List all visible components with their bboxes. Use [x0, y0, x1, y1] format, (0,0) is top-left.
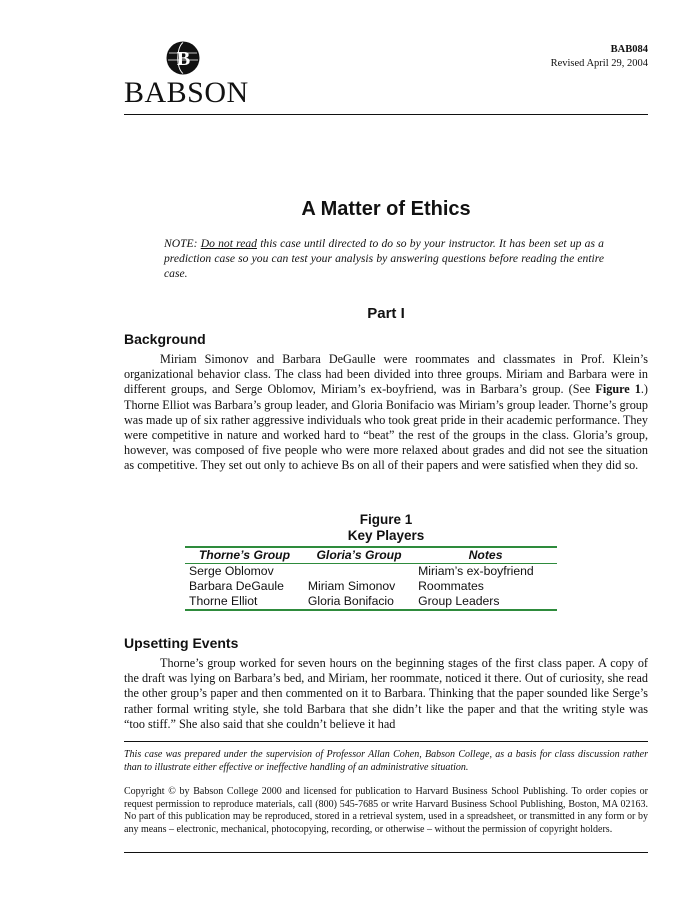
table-cell: Thorne Elliot	[185, 594, 304, 610]
column-header: Notes	[414, 547, 557, 564]
table-cell: Miriam’s ex-boyfriend	[418, 564, 534, 578]
preparation-note: This case was prepared under the supervision of Professor Allan Cohen, Babson College, as a basis for class discussion rather than to illustrate either effective or ineffective handling of an administrative situation.	[124, 749, 648, 773]
reading-note	[164, 236, 604, 281]
document-id: BAB084	[610, 44, 648, 55]
table-cell	[304, 564, 414, 580]
figure-reference: Figure 1	[595, 382, 641, 397]
table-cell: Miriam Simonov	[307, 579, 396, 593]
upsetting-events-heading: Upsetting Events	[124, 635, 239, 651]
key-players-table	[185, 546, 557, 611]
table-cell: Gloria Bonifacio	[304, 594, 414, 610]
table-cell: Serge Oblomov	[189, 564, 274, 578]
footer-divider	[124, 741, 648, 742]
figure-title	[124, 512, 648, 544]
table-cell: Barbara DeGaule	[189, 579, 284, 593]
bottom-divider	[124, 852, 648, 853]
note-text: this case until directed to do so by your instructor. It has been set up as a prediction case so you can test your analysis by answering questions before reading the entire case.	[164, 237, 604, 280]
part-heading: Part I	[367, 305, 405, 322]
background-paragraph: Miriam Simonov and Barbara DeGaulle were roommates and classmates in Prof. Klein’s organizational behavior class. The class had been divided into three groups. Miriam and Barbara were in different groups, and Serge Oblomov, Miriam’s ex-boyfriend, was in Barbara’s group. (See Figure 1.) Thorne Elliot was Barbara’s group leader, and Gloria Bonifacio was Miriam’s group leader. Thorne’s group was made up of six rather aggressive individuals who took great pride in their academic performance. They were competitive in nature and worked hard to “beat” the rest of the groups in the class. Gloria’s group, however, was composed of five people who were more relaxed about grades and did not see the situation as competitive. They set out only to achieve Bs on all of their papers and were satisfied when they did so.	[124, 352, 648, 473]
babson-logo-text: BABSON	[124, 76, 249, 109]
upsetting-events-paragraph: Thorne’s group worked for seven hours on the beginning stages of the first class paper. A copy of the draft was lying on Barbara’s bed, and Miriam, her roommate, noticed it there. Out of curiosity, she read the other group’s paper and then commented on it to Barbara. Thinking that the paper sounded like Serge’s rather formal writing style, she told Barbara that she didn’t like the paper and that the writing style was “too stiff.” She also said that she couldn’t believe it had	[124, 656, 648, 731]
babson-logo-icon	[165, 40, 201, 76]
note-underlined: Do not read	[200, 237, 257, 250]
revision-date: Revised April 29, 2004	[550, 58, 648, 69]
figure-label: Figure 1	[359, 512, 413, 527]
header-divider	[124, 114, 648, 115]
table-row	[185, 594, 557, 610]
table-row	[185, 564, 557, 580]
column-header: Thorne’s Group	[185, 547, 304, 564]
figure-caption: Key Players	[347, 528, 425, 543]
background-heading: Background	[124, 331, 206, 347]
note-prefix: NOTE:	[164, 237, 201, 250]
svg-text:B: B	[176, 48, 191, 70]
column-header: Gloria’s Group	[304, 547, 414, 564]
copyright-notice: Copyright © by Babson College 2000 and licensed for publication to Harvard Business School Publishing. To order copies or request permission to reproduce materials, call (800) 545-7685 or write Harvard Business School Publishing, Boston, MA 02163. No part of this publication may be reproduced, stored in a retrieval system, used in a spreadsheet, or transmitted in any form or by any means – electronic, mechanical, photocopying, recording, or otherwise – without the permission of copyright holders.	[124, 786, 648, 835]
table-cell: Roommates	[418, 579, 484, 593]
table-cell: Group Leaders	[414, 594, 557, 610]
case-title: A Matter of Ethics	[301, 198, 471, 220]
table-row	[185, 579, 557, 594]
